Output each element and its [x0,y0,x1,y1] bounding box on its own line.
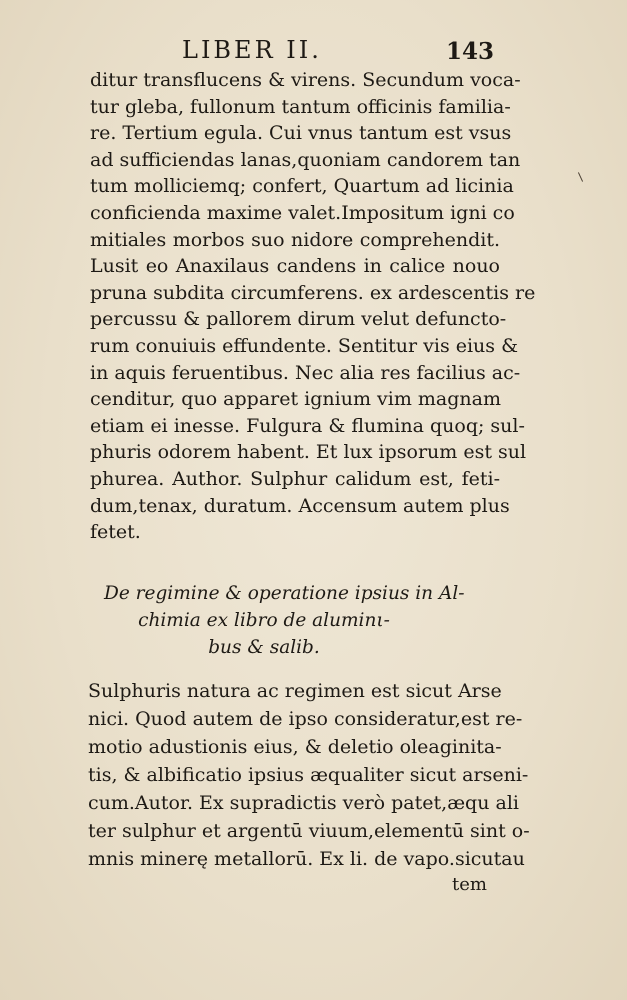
text-line: dum,tenax, duratum. Accensum autem plus [90,494,510,517]
text-line: phuris odorem habent. Et lux ipsorum est sul [90,441,527,464]
text-line: motio adustionis eius, & deletio oleaginita- [88,736,502,758]
text-line: fetet. [90,521,141,544]
section-heading [104,580,465,661]
ink-mark [578,172,583,181]
text-line: ad sufficiendas lanas,quoniam candorem tan [90,148,521,171]
text-line: tum molliciemq; confert, Quartum ad licinia [90,175,514,198]
page-number: 143 [445,38,494,65]
text-line: rum conuiuis effundente. Sentitur vis eius & [90,334,518,357]
text-line: in aquis feruentibus. Nec alia res facilius ac- [90,361,521,384]
heading-line: chimia ex libro de aluminι- [138,610,390,631]
text-line: nici. Quod autem de ipso consideratur,est re- [88,708,523,730]
text-line: re. Tertium egula. Cui vnus tantum est vsus [90,122,512,145]
text-line: Lusit eo Anaxilaus candens in calice nouo [90,255,500,278]
text-line: phurea. Author. Sulphur calidum est, feti- [90,467,500,490]
catchword: tem [452,874,487,895]
text-line: Sulphuris natura ac regimen est sicut Arse [88,680,502,702]
heading-line: bus & salib. [208,637,320,658]
heading-line: De regimine & operatione ipsius in Al- [104,583,465,604]
paragraph-1 [90,67,536,546]
text-line: mitiales morbos suo nidore comprehendit. [90,228,500,251]
text-line: etiam ei inesse. Fulgura & flumina quoq; sul- [90,414,525,437]
text-line: mnis minerę metallorū. Ex li. de vapo.sicutau [88,848,525,870]
running-title: LIBER II. [182,36,322,64]
text-line: tur gleba, fullonum tantum officinis familia- [90,95,511,118]
text-line: tis, & albificatio ipsius æqualiter sicut arseni- [88,764,529,786]
text-line: percussu & pallorem dirum velut defuncto- [90,308,507,331]
text-line: ditur transflucens & virens. Secundum voca- [90,69,521,91]
text-line: pruna subdita circumferens. ex ardescentis re [90,281,536,304]
running-head [0,36,627,66]
paragraph-2 [88,677,530,873]
text-line: ter sulphur et argentū viuum,elementū sint o- [88,820,530,842]
text-line: cum.Autor. Ex supradictis verò patet,æqu ali [88,792,519,814]
text-line: conficienda maxime valet.Impositum igni co [90,201,515,224]
text-line: cenditur, quo apparet ignium vim magnam [90,388,501,411]
